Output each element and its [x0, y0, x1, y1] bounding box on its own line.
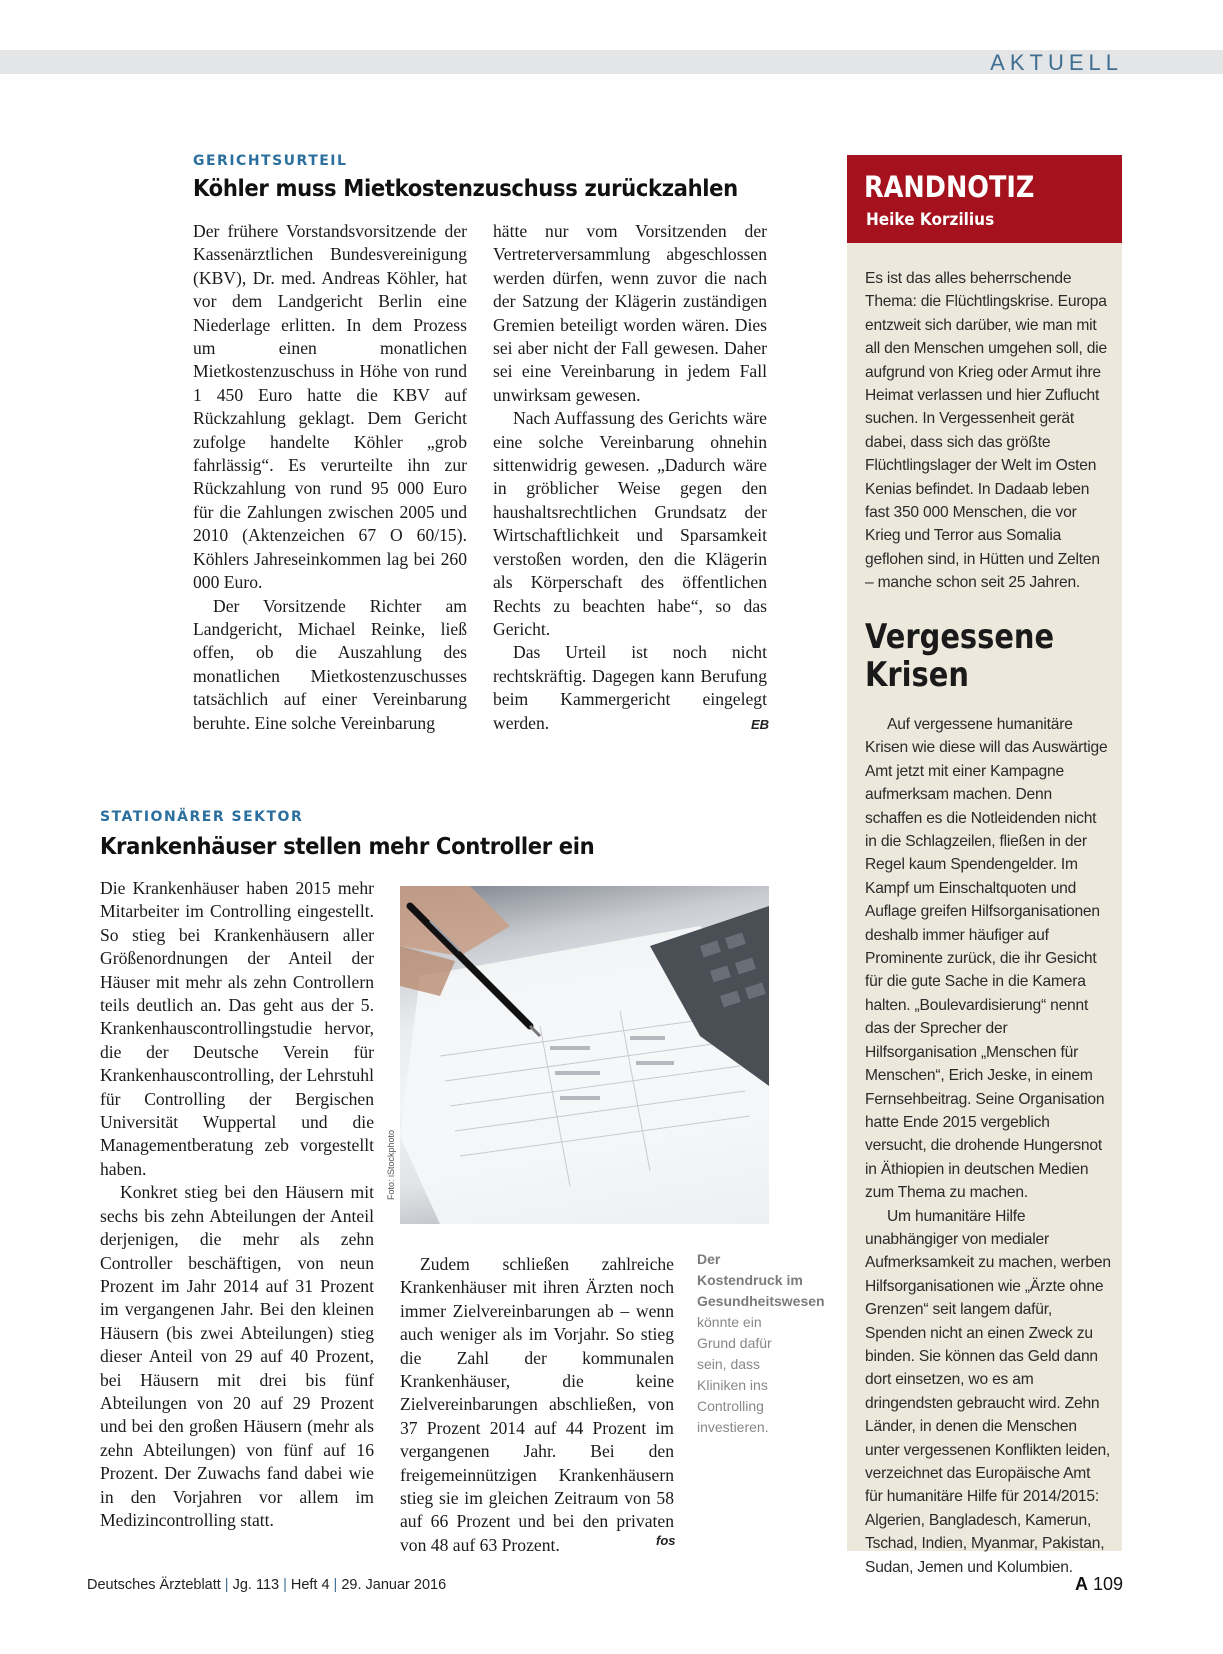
page-number [1075, 1574, 1123, 1595]
paragraph: Um humanitäre Hilfe unabhängiger von medialer Aufmerksamkeit zu machen, werben Hilfsorganisationen wie „Ärzte ohne Grenzen“ seit langem dafür, Spenden nicht an einen Zweck zu binden. Sie können das Geld dann dort einsetzen, wo es am dringendsten gebraucht wird. Zehn Länder, in denen die Menschen unter vergessenen Konflikten leiden, verzeichnet das Europäische Amt für humanitäre Hilfe für 2014/2015: Algerien, Bangladesch, Kamerun, Tschad, Indien, Myanmar, Pakistan, Sudan, Jemen und Kolumbien. [865, 1207, 1111, 1576]
article1-kicker: GERICHTSURTEIL [193, 153, 348, 169]
article-photo [400, 886, 769, 1224]
paragraph: Auf vergessene humanitäre Krisen wie diese will das Auswärtige Amt jetzt mit einer Kampagne aufmerksam machen. Denn schaffen es die Notleidenden nicht in die Schlagzeilen, fließen in der Regel kaum Spendengelder. Im Kampf um Einschaltquoten und Auflage greifen Hilfsorganisationen deshalb immer häufiger auf Prominente zurück, die ihr Gesicht für die gute Sache in die Kamera halten. „Boulevardisierung“ nennt das der Sprecher der Hilfsorganisation „Menschen für Menschen“, Erich Jeske, in einem Fernsehbeitrag. Seine Organisation hatte Ende 2015 vergeblich versucht, die drohende Hungersnot in Äthiopien in deutschen Medien zum Thema zu machen. [865, 716, 1108, 1202]
paragraph: Der frühere Vorstandsvorsitzende der Kassenärztlichen Bundesvereinigung (KBV), Dr. med. Andreas Köhler, hat vor dem Landgericht Berlin eine Niederlage erlitten. In dem Prozess um einen monatlichen Mietkostenzuschuss in Höhe von rund 1 450 Euro hatte die KBV auf Rückzahlung geklagt. Dem Gericht zufolge handelte Köhler „grob fahrlässig“. Es verurteilte ihn zur Rückzahlung von rund 95 000 Euro für die Zahlungen zwischen 2005 und 2010 (Aktenzeichen 67 O 60/15). Köhlers Jahreseinkommen lag bei 260 000 Euro. [193, 221, 467, 593]
issue: Heft 4 [290, 1577, 330, 1593]
sidebar-body [865, 713, 1111, 1579]
date: 29. Januar 2016 [341, 1577, 447, 1593]
footer-citation: Deutsches Ärzteblatt | Jg. 113 | Heft 4 | 29. Januar 2016 [87, 1577, 447, 1593]
paragraph: Zudem schließen zahlreiche Krankenhäuser mit ihren Ärzten noch immer Zielvereinbarungen ab – wenn auch weniger als im Vorjahr. So stieg die Zahl der kommunalen Krankenhäuser, die keine Zielvereinbarungen abschließen, von 37 Prozent 2014 auf 44 Prozent im vergangenen Jahr. Bei den freigemeinnützigen Krankenhäusern stieg sie im gleichen Zeitraum von 58 auf 66 Prozent und bei den privaten von 48 auf 63 Prozent. [400, 1254, 674, 1555]
article1-column-1 [193, 220, 467, 735]
section-label: AKTUELL [990, 50, 1123, 75]
article1-signature: EB [751, 717, 770, 732]
volume: Jg. 113 [232, 1577, 280, 1593]
sidebar-heading-line: Vergessene [865, 617, 1055, 657]
journal-name: Deutsches Ärzteblatt [87, 1577, 221, 1593]
paragraph: Nach Auffassung des Gerichts wäre eine solche Vereinbarung ohnehin sittenwidrig gewesen. „Dadurch wäre in gröblicher Weise gegen den haushaltsrechtlichen Grundsatz der Wirtschaftlichkeit und Sparsamkeit verstoßen worden, den die Klägerin als Körperschaft des öffentlichen Rechts zu beachten habe“, so das Gericht. [493, 408, 767, 639]
sidebar-author: Heike Korzilius [866, 210, 995, 230]
article2-kicker: STATIONÄRER SEKTOR [100, 809, 304, 825]
page-prefix: A [1074, 1574, 1088, 1594]
article1-headline: Köhler muss Mietkostenzuschuss zurückzahlen [193, 176, 738, 202]
pen-and-calculator-illustration [400, 886, 769, 1224]
paragraph: Konkret stieg bei den Häusern mit sechs bis zehn Abteilungen der Anteil derjenigen, die mehr als zehn Controller beschäftigen, von neun Prozent im Jahr 2014 auf 31 Prozent im vergangenen Jahr. Bei den kleinen Häusern (bis zwei Abteilungen) stieg dieser Anteil von 29 auf 40 Prozent, bei Häusern mit drei bis fünf Abteilungen von 20 auf 29 Prozent und bei den großen Häusern (mehr als zehn Abteilungen) von fünf auf 16 Prozent. Der Zuwachs fand dabei wie in den Vorjahren vor allem im Medizincontrolling statt. [100, 1182, 374, 1530]
paragraph: Das Urteil ist noch nicht rechtskräftig. Dagegen kann Berufung beim Kammergericht eingelegt werden. [493, 642, 767, 733]
page-number-value: 109 [1092, 1574, 1123, 1594]
paragraph: Die Krankenhäuser haben 2015 mehr Mitarbeiter im Controlling eingestellt. So stieg bei Krankenhäusern aller Größenordnungen der Anteil der Häuser mit mehr als zehn Controllern teils deutlich an. Das geht aus der 5. Krankenhauscontrollingstudie hervor, die der Deutsche Verein für Krankenhauscontrolling, der Lehrstuhl für Controlling der Bergischen Universität Wuppertal und die Managementberatung zeb vorgestellt haben. [100, 878, 374, 1179]
article2-column-2 [400, 1253, 674, 1557]
paragraph: Es ist das alles beherrschende Thema: die Flüchtlingskrise. Europa entzweit sich darüber, wie man mit all den Menschen umgehen soll, die aufgrund von Krieg oder Armut ihre Heimat verlassen und hier Zuflucht suchen. In Vergessenheit gerät dabei, dass sich das größte Flüchtlingslager der Welt im Osten Kenias befindet. In Dadaab leben fast 350 000 Menschen, die vor Krieg und Terror aus Somalia geflohen sind, in Hütten und Zelten – manche schon seit 25 Jahren. [865, 270, 1107, 592]
article2-column-1 [100, 877, 374, 1532]
article2-signature: fos [656, 1533, 676, 1548]
photo-credit: Foto: iStockphoto [386, 1129, 396, 1200]
sidebar-title: RANDNOTIZ [864, 170, 1035, 204]
photo-caption [697, 1249, 825, 1438]
sidebar-intro [865, 267, 1111, 595]
article1-column-2 [493, 220, 770, 735]
article2-headline: Krankenhäuser stellen mehr Controller ein [100, 834, 595, 860]
paragraph: hätte nur vom Vorsitzenden der Vertreterversammlung abgeschlossen werden dürfen, wenn zuvor die nach der Satzung der Klägerin zuständigen Gremien beteiligt worden wären. Dies sei aber nicht der Fall gewesen. Daher sei eine Vereinbarung in jedem Fall unwirksam gewesen. [493, 221, 767, 405]
caption-text: könnte ein Grund dafür sein, dass Kliniken ins Controlling investieren. [697, 1314, 772, 1435]
paragraph: Der Vorsitzende Richter am Landgericht, Michael Reinke, ließ offen, ob die Auszahlung des monatlichen Mietkostenzuschusses tatsächlich auf einer Vereinbarung beruhte. Eine solche Vereinbarung [193, 595, 467, 733]
sidebar-heading-line: Krisen [865, 655, 969, 695]
caption-lead: Der Kostendruck im Gesundheitswesen [697, 1251, 825, 1309]
sidebar-heading [865, 618, 1054, 694]
